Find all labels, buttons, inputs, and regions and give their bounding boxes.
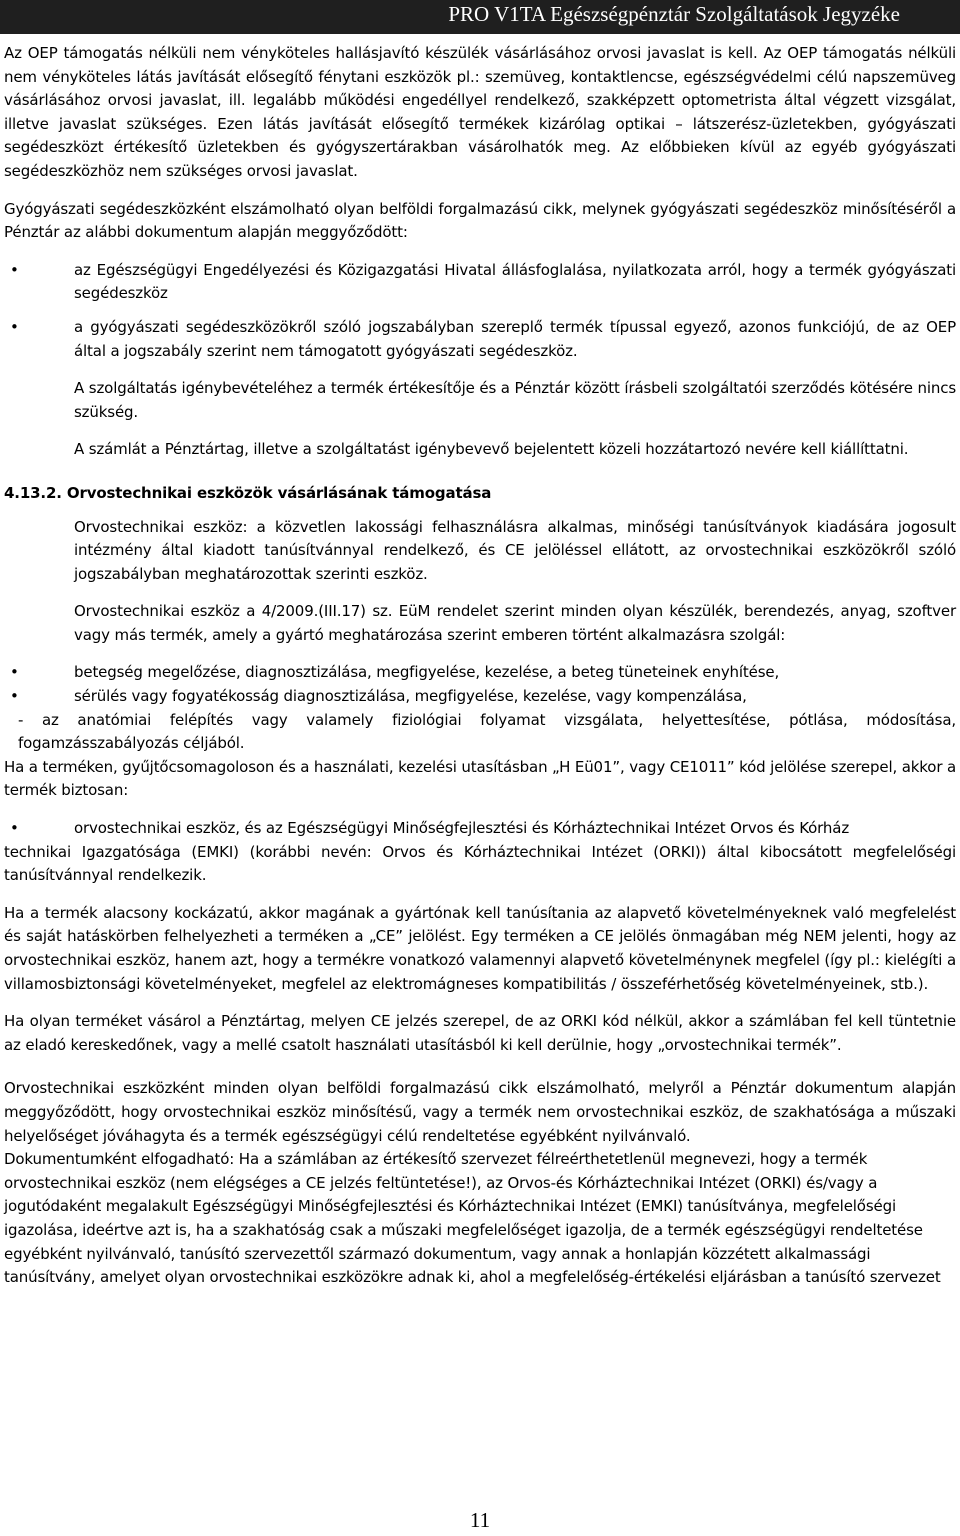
paragraph-decree: Orvostechnikai eszköz a 4/2009.(III.17) sz. EüM rendelet szerint minden olyan készülék, berendezés, anyag, szoftver vagy más termék, amely a gyártó meghatározása szerint emberen történt alkalmazásra szolgál: — [74, 602, 956, 644]
document-body — [4, 42, 956, 1290]
list-item — [4, 259, 956, 306]
list-item-text: betegség megelőzése, diagnosztizálása, megfigyelése, kezelése, a beteg tüneteinek enyhítése, — [74, 663, 780, 682]
page-number: 11 — [469, 1508, 491, 1532]
paragraph-device-definition: Orvostechnikai eszköz: a közvetlen lakossági felhasználásra alkalmas, minőségi tanúsítványok kiadására jogosult intézmény által kiadott tanúsítvánnyal rendelkező, és CE jelöléssel ellátott, az orvostechnikai eszközökről szóló jogszabályban meghatározottak szerinti eszköz. — [74, 517, 956, 583]
list-item — [4, 661, 956, 685]
list-item — [4, 817, 956, 841]
bullet-icon: • — [10, 819, 19, 838]
bullet-icon: • — [10, 663, 19, 682]
header-title: PRO V1TA Egészségpénztár Szolgáltatások Jegyzéke — [448, 2, 900, 26]
paragraph-code-marking: Ha a terméken, gyűjtőcsomagoloson és a használati, kezelési utasításban „H Eü01”, vagy CE1011” kód jelölése szerepel, akkor a termék biztosan: — [4, 757, 956, 800]
list-item-text: orvostechnikai eszköz, és az Egészségügyi Minőségfejlesztési és Kórháztechnikai Intézet Orvos és Kórház — [74, 819, 850, 838]
list-item — [4, 685, 956, 709]
page-header — [0, 0, 960, 34]
paragraph-orki-code: Ha olyan terméket vásárol a Pénztártag, melyen CE jelzés szerepel, de az ORKI kód nélkül, akkor a számlában fel kell tüntetnie az eladó kereskedőnek, vagy a mellé csatolt használati utasításból ki kell derülnie, hogy „orvostechnikai termék”. — [4, 1012, 956, 1054]
list-item — [4, 316, 956, 363]
section-heading: 4.13.2. Orvostechnikai eszközök vásárlásának támogatása — [4, 483, 492, 502]
bullet-icon: • — [10, 317, 19, 336]
paragraph-medical-aid-definition: Gyógyászati segédeszközként elszámolható olyan belföldi forgalmazású cikk, melynek gyógyászati segédeszköz minősítéséről a Pénztár az alábbi dokumentum alapján meggyőződött: — [4, 199, 956, 242]
paragraph-anatomy: - az anatómiai felépítés vagy valamely fiziológiai folyamat vizsgálata, helyettesítése, pótlása, módosítása, fogamzásszabályozás céljából. — [18, 710, 956, 753]
paragraph-ce-marking: Ha a termék alacsony kockázatú, akkor magának a gyártónak kell tanúsítania az alapvető követelményeknek való megfelelést és saját hatáskörben felhelyezheti a terméken a „CE” jelölést. Egy terméken a CE jelölés önmagában még NEM jelenti, hogy az orvostechnikai eszköz, hanem azt, hogy a termékre vonatkozó valamennyi alapvető követelménynek megfelel (így pl.: kielégíti a villamosbiztonsági követelményeket, megfelel az elektromágneses kompatibilitás / összeférhetőség követelményeinek, stb.). — [4, 903, 956, 993]
paragraph-invoice: A számlát a Pénztártag, illetve a szolgáltatást igénybevevő bejelentett közeli hozzátartozó nevére kell kiállíttatni. — [74, 440, 909, 459]
paragraph-emki: technikai Igazgatósága (EMKI) (korábbi nevén: Orvos és Kórháztechnikai Intézet (ORKI)) által kibocsátott megfelelőségi tanúsítvánnyal rendelkezik. — [4, 842, 956, 885]
paragraph-documents: Dokumentumként elfogadható: Ha a számlában az értékesítő szervezet félreérthetetlenül megnevezi, hogy a termék orvostechnikai eszköz (nem elégséges a CE jelzés feltüntetése!), az Orvos-és Kórháztechnikai Intézet (ORKI) és/vagy a jogutódaként megalakult Egészségügyi Minőségfejlesztési és Kórháztechnikai Intézet (EMKI) tanúsítványa, megfelelőségi igazolása, ideértve azt is, ha a szakhatóság csak a műszaki megfelelőséget igazolja, de a termék egészségügyi rendeltetése egyébként nyilvánvaló, tanúsító szervezettől származó dokumentum, vagy annak a honlapján közzétett alkalmassági tanúsítvány, amelyet olyan orvostechnikai eszközökre adnak ki, ahol a megfelelőség-értékelési eljárásban a tanúsító szervezet — [4, 1150, 941, 1287]
bullet-icon: • — [10, 260, 19, 279]
list-item-text: a gyógyászati segédeszközökről szóló jogszabályban szereplő termék típussal egyező, azonos funkciójú, de az OEP által a jogszabály szerint nem támogatott gyógyászati segédeszköz. — [74, 317, 956, 360]
paragraph-contract: A szolgáltatás igénybevételéhez a termék értékesítője és a Pénztár között írásbeli szolgáltatói szerződés kötésére nincs szükség. — [74, 379, 956, 421]
paragraph-accountable: Orvostechnikai eszközként minden olyan belföldi forgalmazású cikk elszámolható, melyről a Pénztár dokumentum alapján meggyőződött, hogy orvostechnikai eszköz minősítésű, vagy a termék nem orvostechnikai eszköz, de szakhatósága a műszaki helyelőséget jóváhagyta és a termék egészségügyi célú rendeltetése egyébként nyilvánvaló. — [4, 1079, 956, 1145]
bullet-icon: • — [10, 687, 19, 706]
paragraph-hearing-vision: Az OEP támogatás nélküli nem vényköteles hallásjavító készülék vásárlásához orvosi javaslat is kell. Az OEP támogatás nélküli nem vényköteles látás javítását elősegítő fénytani eszközök pl.: szemüveg, kontaktlencse, egészségvédelmi célú napszemüveg vásárlásához orvosi javaslat, ill. legalább működési engedéllyel rendelkező, szakképzett optometrista által végzett vizsgálat, illetve javaslat szükséges. Ezen látás javítását elősegítő termékek kizárólag optikai – látszerész-üzletekben, gyógyászati segédeszközt értékesítő üzletekben és gyógyszertárakban vásárolhatók meg. Az előbbieken kívül az egyéb gyógyászati segédeszközhöz nem szükséges orvosi javaslat. — [4, 44, 956, 180]
list-item-text: sérülés vagy fogyatékosság diagnosztizálása, megfigyelése, kezelése, vagy kompenzálása, — [74, 687, 747, 706]
list-item-text: az Egészségügyi Engedélyezési és Közigazgatási Hivatal állásfoglalása, nyilatkozata arról, hogy a termék gyógyászati segédeszköz — [74, 260, 956, 303]
